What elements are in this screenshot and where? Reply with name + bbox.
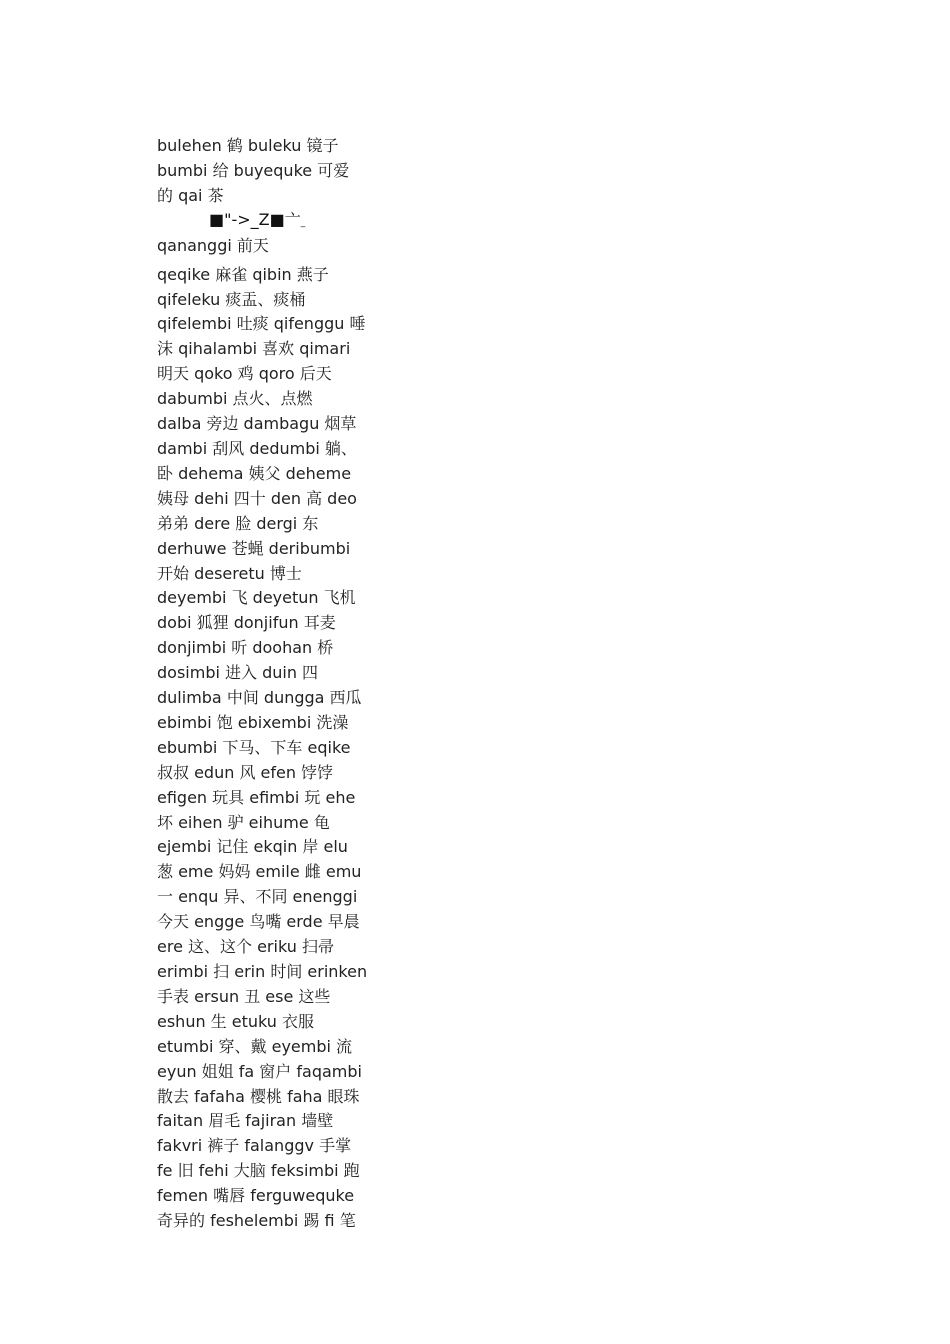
text-line: faitan 眉毛 fajiran 墙壁 (157, 1111, 334, 1131)
text-line: efigen 玩具 efimbi 玩 ehe (157, 787, 356, 807)
text-line: 姨母 dehi 四十 den 高 deo (157, 488, 357, 508)
text-line: qifelembi 吐痰 qifenggu 唾 (157, 314, 366, 334)
text-line: ebumbi 下马、下车 eqike (157, 737, 351, 757)
text-line: 一 enqu 异、不同 enenggi (157, 887, 358, 907)
text-line: eyun 姐姐 fa 窗户 faqambi (157, 1061, 362, 1081)
text-column (157, 134, 367, 1234)
text-line: derhuwe 苍蝇 deribumbi (157, 538, 351, 558)
text-line: femen 嘴唇 ferguwequke (157, 1186, 355, 1206)
text-line: qananggi 前天 (157, 235, 269, 255)
text-line: 沫 qihalambi 喜欢 qimari (157, 339, 351, 359)
text-line: 明天 qoko 鸡 qoro 后天 (157, 364, 332, 384)
text-line: 葱 eme 妈妈 emile 雌 emu (157, 862, 362, 882)
text-line: 坏 eihen 驴 eihume 龟 (157, 812, 330, 832)
text-line: 叔叔 edun 风 efen 饽饽 (157, 762, 334, 782)
text-line: dabumbi 点火、点燃 (157, 389, 313, 409)
text-line: eshun 生 etuku 衣服 (157, 1011, 315, 1031)
text-line: 奇异的 feshelembi 踢 fi 笔 (157, 1211, 356, 1231)
text-line: qeqike 麻雀 qibin 燕子 (157, 264, 329, 284)
text-line: fakvri 裤子 falanggv 手掌 (157, 1136, 352, 1156)
text-line: bumbi 给 buyequke 可爱 (157, 160, 350, 180)
text-line: 的 qai 茶 (157, 185, 224, 205)
text-line: etumbi 穿、戴 eyembi 流 (157, 1036, 353, 1056)
text-line: dalba 旁边 dambagu 烟草 (157, 414, 357, 434)
text-line: bulehen 鹤 buleku 镜子 (157, 136, 339, 155)
text-line: 散去 fafaha 樱桃 faha 眼珠 (157, 1086, 360, 1106)
text-line: dulimba 中间 dungga 西瓜 (157, 688, 362, 708)
text-line: 今天 engge 鸟嘴 erde 早晨 (157, 912, 360, 932)
text-line: fe 旧 fehi 大脑 feksimbi 跑 (157, 1161, 360, 1181)
text-line: 卧 dehema 姨父 deheme (157, 463, 352, 483)
artifact-tiny-text: _ (300, 217, 306, 228)
text-line: 手表 ersun 丑 ese 这些 (157, 986, 331, 1006)
text-line: dambi 刮风 dedumbi 躺、 (157, 438, 357, 458)
text-line: ere 这、这个 eriku 扫帚 (157, 937, 334, 957)
text-line: 开始 deseretu 博士 (157, 563, 302, 583)
scan-artifact-line (157, 209, 367, 234)
text-line: qifeleku 痰盂、痰桶 (157, 289, 306, 309)
text-line: dosimbi 进入 duin 四 (157, 663, 319, 683)
text-line: ejembi 记住 ekqin 岸 elu (157, 837, 348, 857)
text-line: donjimbi 听 doohan 桥 (157, 638, 334, 658)
text-line: dobi 狐狸 donjifun 耳麦 (157, 613, 336, 633)
text-line: ebimbi 饱 ebixembi 洗澡 (157, 712, 349, 732)
text-line: deyembi 飞 deyetun 飞机 (157, 588, 356, 608)
text-line: 弟弟 dere 脸 dergi 东 (157, 513, 319, 533)
artifact-text: ■"->_Z■亠 (209, 209, 301, 229)
text-line: erimbi 扫 erin 时间 erinken (157, 962, 368, 981)
